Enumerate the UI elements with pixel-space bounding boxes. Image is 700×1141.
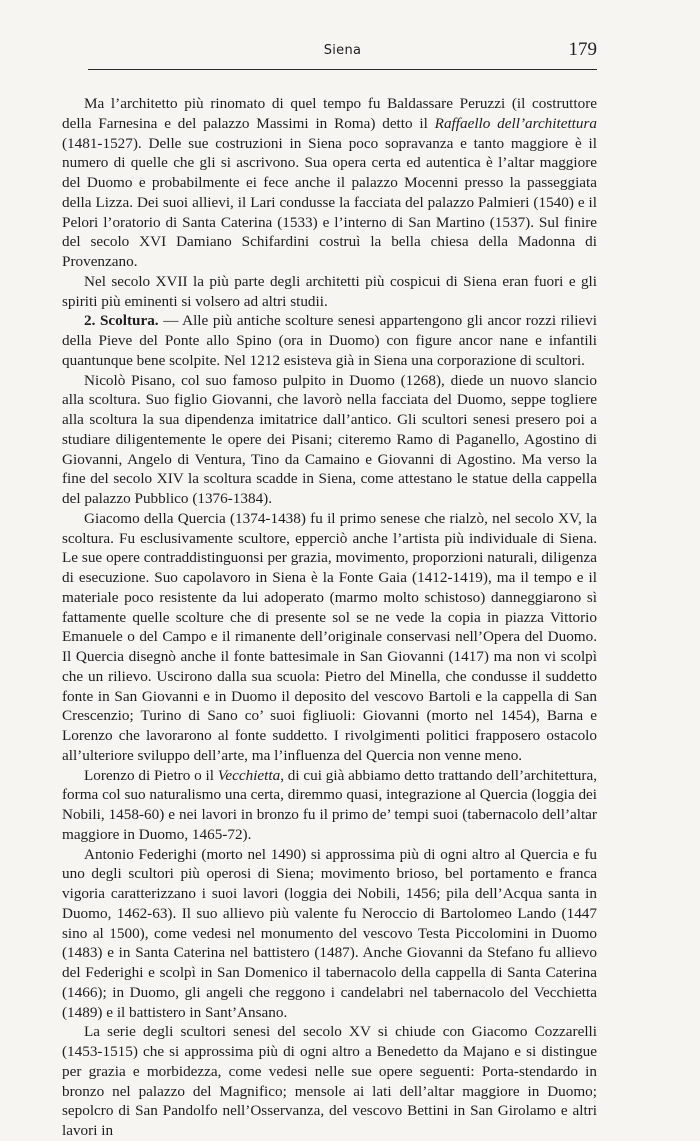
text-run: (1481-1527). Delle sue costruzioni in Siena poco sopravanza e tanto maggiore è il numero di quelle che gli si ascrivono. Sua opera certa ed autentica è l’altar maggiore del Duomo e probabilmente ei fece anche il palazzo Mocenni presso la passeggiata della Lizza. Dei suoi allievi, il Lari condusse la facciata del palazzo Palmieri (1540) e il Pelori l’oratorio di Santa Caterina (1533) e l’interno di San Martino (1537). Sul finire del secolo XVI Damiano Schifardini costruì la bella chiesa della Madonna di Provenzano. (62, 134, 597, 270)
text-run: Giacomo della Quercia (1374-1438) fu il primo senese che rialzò, nel secolo XV, la scoltura. Fu esclusivamente scultore, epperciò anche l’artista più individuale di Siena. Le sue opere contraddistinguonsi per grazia, movimento, proporzioni naturali, diligenza di esecuzione. Suo capolavoro in Siena è la Fonte Gaia (1412-1419), ma il tempo e il materiale poco resistente da lui adoperato (marmo molto schistoso) danneggiarono sì fattamente quelle scolture che di presente sol se ne vede la copia in piazza Vittorio Emanuele o del Campo e il rimanente dell’originale conservasi nell’Opera del Duomo. Il Quercia disegnò anche il fonte battesimale in San Giovanni (1417) ma non vi scolpì che un rilievo. Uscirono dalla sua scuola: Pietro del Minella, che condusse il suddetto fonte in San Giovanni e in Duomo il deposito del vescovo Bartoli e la cappella di San Crescenzio; Turino di Sano co’ suoi figliuoli: Giovanni (morto nel 1454), Barna e Lorenzo che lavorarono al fonte suddetto. I rivolgimenti politici frapposero ostacolo all’ulteriore sviluppo dell’arte, ma l’influenza del Quercia non venne meno. (62, 509, 597, 764)
text-run: Nicolò Pisano, col suo famoso pulpito in Duomo (1268), diede un nuovo slancio alla scoltura. Suo figlio Giovanni, che lavorò nella facciata del Duomo, seppe togliere alla scoltura la sua dipendenza imitatrice dall’antico. Gli scultori senesi presero poi a studiare diligentemente le opere dei Pisani; citeremo Ramo di Paganello, Agostino di Giovanni, Angelo di Ventura, Tino da Camaino e Giovanni di Agostino. Ma verso la fine del secolo XIV la scoltura scadde in Siena, come attestano le statue della cappella del palazzo Pubblico (1376-1384). (62, 371, 597, 507)
paragraph (62, 311, 597, 370)
text-run: La serie degli scultori senesi del secolo XV si chiude con Giacomo Cozzarelli (1453-1515) che si approssima più di ogni altro a Benedetto da Majano e si distingue per grazia e morbidezza, come vedesi nelle sue opere seguenti: Porta-stendardo in bronzo nel palazzo del Magnifico; mensole ai lati dell’altar maggiore in Duomo; sepolcro di San Pandolfo nell’Osservanza, del vescovo Bettini in San Girolamo e altri lavori in (62, 1023, 597, 1139)
text-run: Lorenzo di Pietro o il (84, 766, 218, 784)
header-rule (88, 69, 597, 70)
text-run: — Alle più antiche scolture senesi appartengono gli ancor rozzi rilievi della Pieve del Ponte allo Spino (ora in Duomo) con figure ancor nane e infantili quantunque bene scolpite. Nel 1212 esisteva già in Siena una corporazione di scultori. (62, 312, 597, 369)
paragraph (62, 509, 597, 766)
text-run: Nel secolo XVII la più parte degli architetti più cospicui di Siena eran fuori e gli spiriti più eminenti si volsero ad altri studii. (62, 272, 597, 310)
page-number: 179 (568, 39, 597, 60)
running-title: Siena (323, 43, 362, 58)
paragraph (62, 1022, 597, 1141)
paragraph (62, 272, 597, 312)
running-header (88, 36, 597, 66)
text-run: Ma l’architetto più rinomato di quel tempo fu Baldassare Peruzzi (il costruttore della Farnesina e del palazzo Massimi in Roma) detto il (62, 95, 597, 132)
paragraph (62, 371, 597, 509)
paragraph (62, 845, 597, 1023)
text-run: , di cui già abbiamo detto trattando dell’architettura, forma col suo naturalismo una certa, diremmo quasi, integrazione al Quercia (loggia dei Nobili, 1458-60) e nei lavori in bronzo fu il primo de’ tempi suoi (tabernacolo dell’altar maggiore in Duomo, 1465-72). (62, 766, 597, 843)
section-heading: 2. Scoltura. (84, 312, 159, 330)
paragraph (62, 766, 597, 845)
paragraph (62, 94, 597, 272)
body-text (62, 94, 597, 1141)
italic-text: Raffaello dell’architettura (434, 114, 597, 132)
text-run: Antonio Federighi (morto nel 1490) si approssima più di ogni altro al Quercia e fu uno degli scultori più operosi di Siena; movimento brioso, bel portamento e franca vigoria caratterizzano i suoi lavori (loggia dei Nobili, 1456; pila dell’Acqua santa in Duomo, 1462-63). Il suo allievo più valente fu Neroccio di Bartolomeo Lando (1447 sino al 1500), come vedesi nel monumento del vescovo Testa Piccolomini in Duomo (1483) e in Santa Caterina nel battistero (1487). Anche Giovanni da Stefano fu allievo del Federighi e scolpì in San Domenico il tabernacolo della cappella di Santa Caterina (1466); in Duomo, gli angeli che reggono i candelabri nel tabernacolo del Vecchietta (1489) e il battistero in Sant’Ansano. (62, 845, 597, 1021)
italic-text: Vecchietta (217, 766, 281, 784)
